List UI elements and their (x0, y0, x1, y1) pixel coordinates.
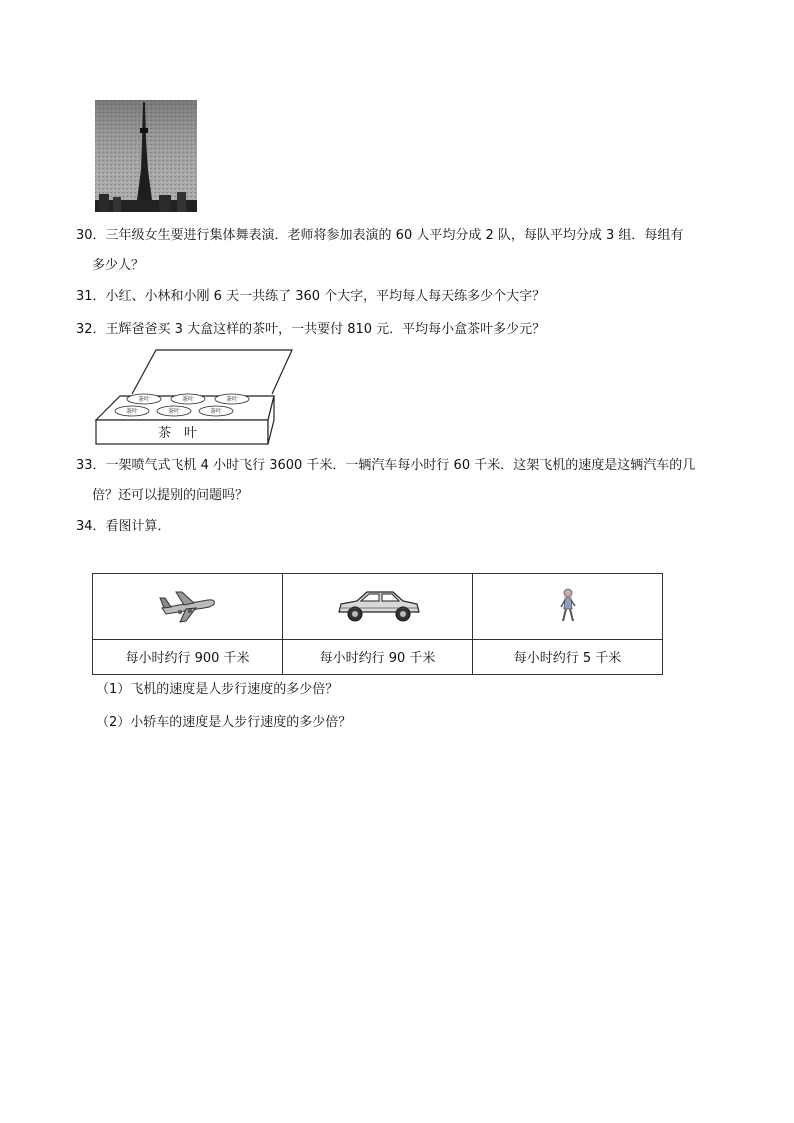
speed-table-icon-row (93, 574, 663, 640)
tea-box-illustration (92, 346, 302, 446)
question-30-line-1: 30．三年级女生要进行集体舞表演．老师将参加表演的 60 人平均分成 2 队，每队平均分成 3 组．每组有 (76, 228, 684, 243)
question-31: 31．小红、小林和小刚 6 天一共练了 360 个大字，平均每人每天练多少个大字？ (76, 289, 546, 304)
tea-packet-label: 茶叶 (167, 408, 181, 415)
question-33-line-2: 倍？还可以提别的问题吗？ (92, 488, 249, 503)
airplane-cell (93, 574, 283, 640)
tea-packet-label: 茶叶 (225, 396, 239, 403)
question-34-sub-1: （1）飞机的速度是人步行速度的多少倍？ (96, 682, 339, 697)
tea-box-label: 茶 叶 (158, 426, 198, 441)
walking-person-icon (556, 587, 580, 625)
walker-speed: 每小时约行 5 千米 (473, 639, 663, 674)
speed-table (92, 573, 663, 675)
airplane-speed: 每小时约行 900 千米 (93, 639, 283, 674)
tea-packet-label: 茶叶 (125, 408, 139, 415)
tea-packet-label: 茶叶 (209, 408, 223, 415)
tea-packet-label: 茶叶 (137, 396, 151, 403)
car-icon (335, 586, 421, 626)
tv-tower-photo (95, 100, 197, 212)
car-cell (283, 574, 473, 640)
question-34-sub-2: （2）小轿车的速度是人步行速度的多少倍？ (96, 715, 352, 730)
walker-cell (473, 574, 663, 640)
car-speed: 每小时约行 90 千米 (283, 639, 473, 674)
speed-table-text-row (93, 639, 663, 674)
question-32: 32．王辉爸爸买 3 大盒这样的茶叶，一共要付 810 元．平均每小盒茶叶多少元？ (76, 322, 546, 337)
question-34: 34．看图计算． (76, 519, 171, 534)
tea-packet-label: 茶叶 (181, 396, 195, 403)
question-30-line-2: 多少人？ (92, 258, 145, 273)
question-33-line-1: 33．一架喷气式飞机 4 小时飞行 3600 千米．一辆汽车每小时行 60 千米．这架飞机的速度是这辆汽车的几 (76, 458, 696, 473)
airplane-icon (158, 586, 218, 626)
